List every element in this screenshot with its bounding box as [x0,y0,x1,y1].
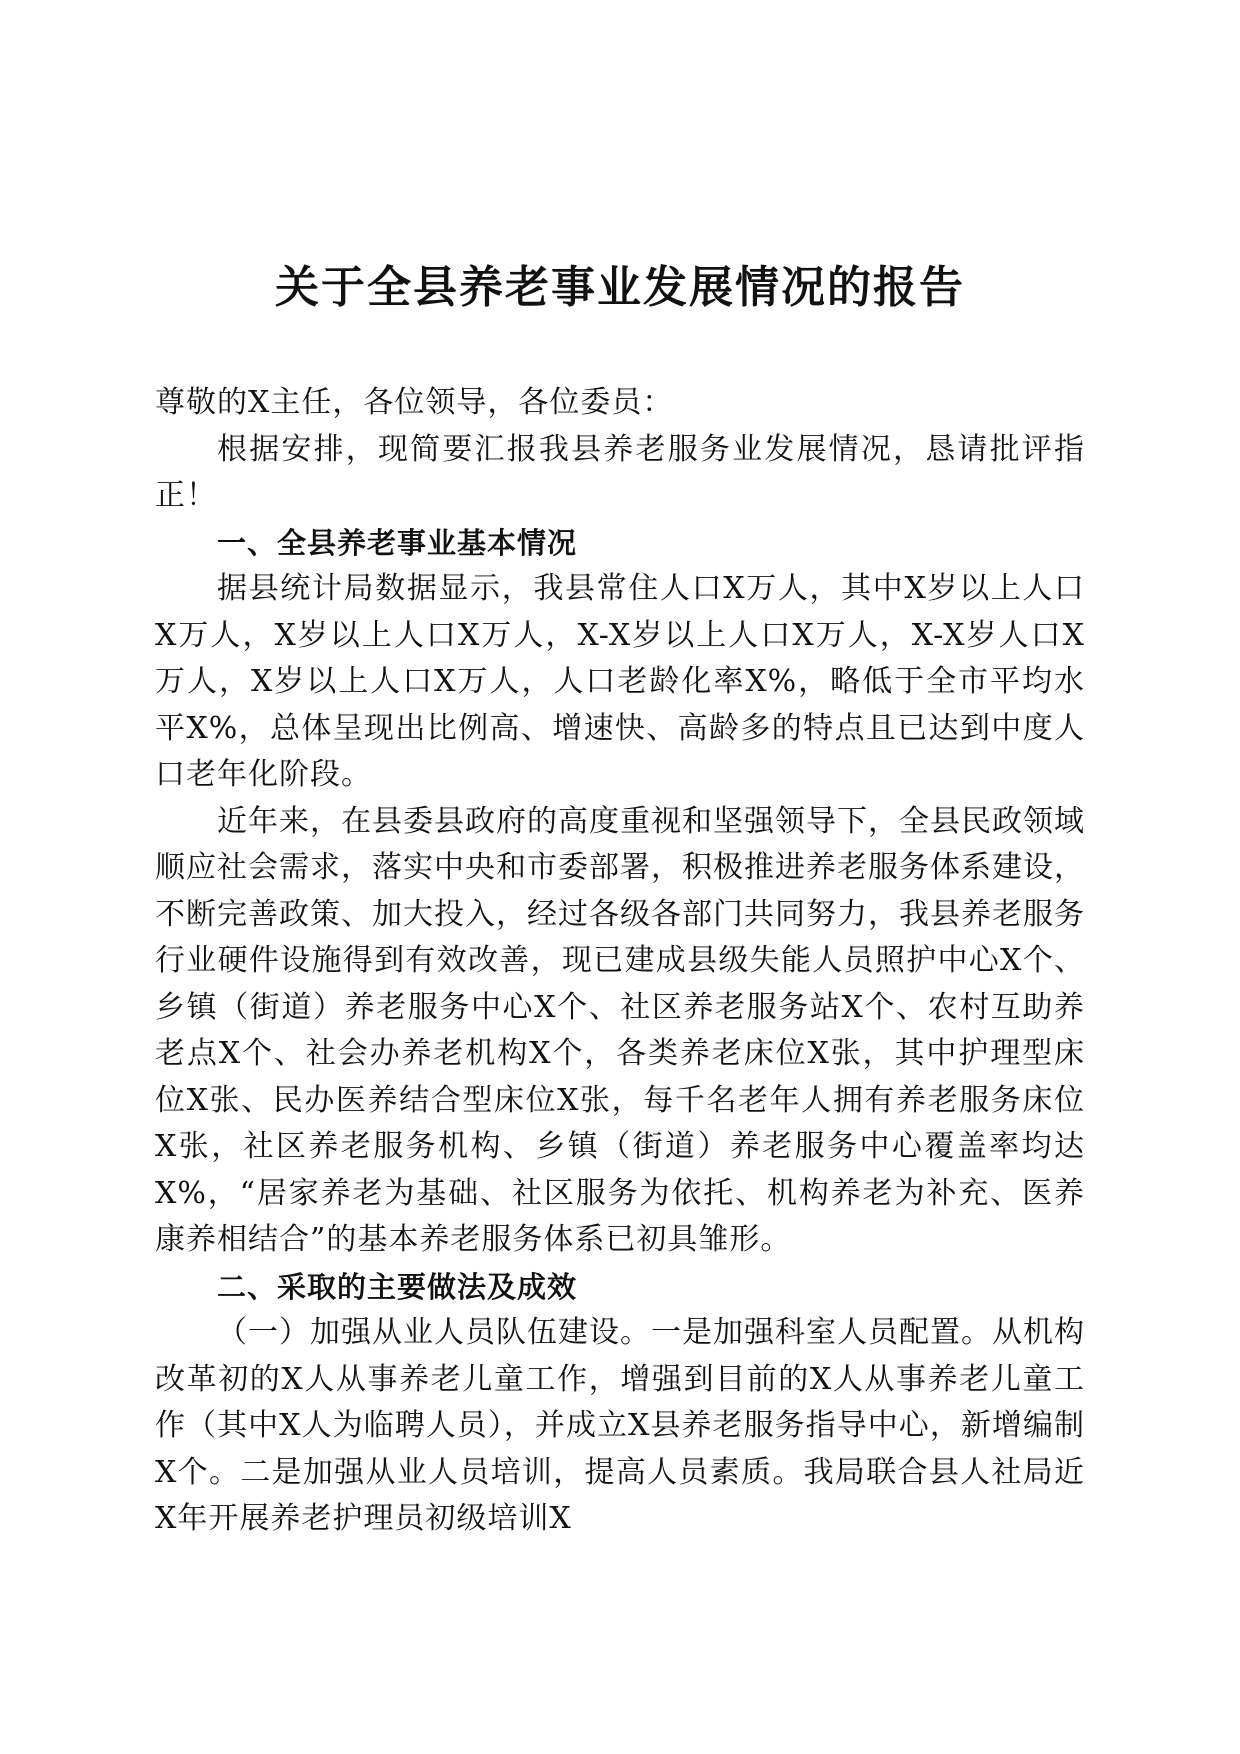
intro-paragraph: 根据安排，现简要汇报我县养老服务业发展情况，恳请批评指正！ [155,431,1085,513]
section2-paragraph-1: （一）加强从业人员队伍建设。一是加强科室人员配置。从机构改革初的X人从事养老儿童工作，增强到目前的X人从事养老儿童工作（其中X人为临聘人员），并成立X县养老服务指导中心，新增编制X个。二是加强从业人员培训，提高人员素质。我局联合县人社局近X年开展养老护理员初级培训X [155,1315,1085,1536]
section-heading-1: 一、全县养老事业基本情况 [217,525,578,560]
document-body [155,380,1085,1543]
section1-paragraph-2: 近年来，在县委县政府的高度重视和坚强领导下，全县民政领域顺应社会需求，落实中央和市委部署，积极推进养老服务体系建设，不断完善政策、加大投入，经过各级各部门共同努力，我县养老服务行业硬件设施得到有效改善，现已建成县级失能人员照护中心X个、乡镇（街道）养老服务中心X个、社区养老服务站X个、农村互助养老点X个、社会办养老机构X个，各类养老床位X张，其中护理型床位X张、民办医养结合型床位X张，每千名老年人拥有养老服务床位X张，社区养老服务机构、乡镇（街道）养老服务中心覆盖率均达X%，“居家养老为基础、社区服务为依托、机构养老为补充、医养康养相结合”的基本养老服务体系已初具雏形。 [155,803,1085,1257]
section1-paragraph-1: 据县统计局数据显示，我县常住人口X万人，其中X岁以上人口X万人，X岁以上人口X万人，X-X岁以上人口X万人，X-X岁人口X万人，X岁以上人口X万人，人口老龄化率X%，略低于全市平均水平X%，总体呈现出比例高、增速快、高龄多的特点且已达到中度人口老年化阶段。 [155,571,1085,792]
salutation: 尊敬的X主任，各位领导，各位委员： [155,385,674,420]
section-heading-2: 二、采取的主要做法及成效 [217,1269,578,1304]
document-title: 关于全县养老事业发展情况的报告 [275,262,965,313]
